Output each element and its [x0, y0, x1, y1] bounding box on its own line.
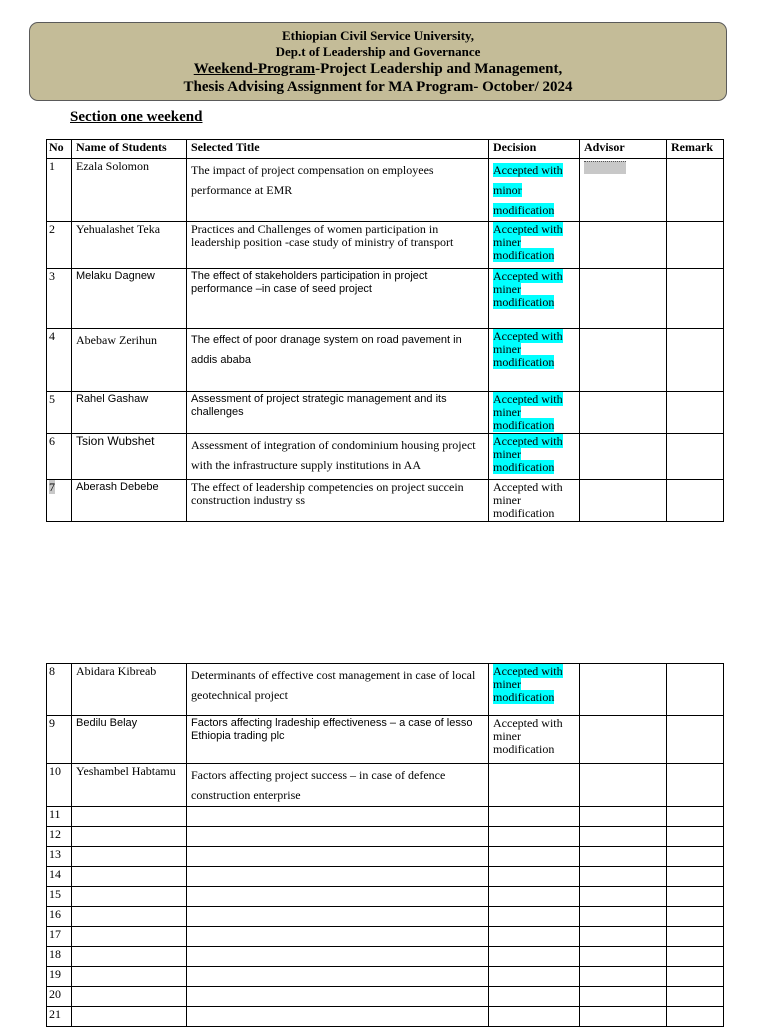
row-number: 6 — [47, 434, 72, 480]
row-number-text: 7 — [49, 480, 55, 494]
row-number: 4 — [47, 329, 72, 392]
decision-text: Accepted with miner modification — [493, 269, 563, 309]
row-number: 18 — [47, 947, 72, 967]
thesis-title — [187, 887, 489, 907]
table-row — [47, 716, 724, 764]
row-number: 5 — [47, 392, 72, 434]
decision-cell — [489, 967, 580, 987]
thesis-title — [187, 867, 489, 887]
table-row — [47, 222, 724, 269]
student-name: Bedilu Belay — [72, 716, 187, 764]
column-header-no: No — [47, 140, 72, 159]
row-number: 2 — [47, 222, 72, 269]
thesis-title — [187, 907, 489, 927]
remark-cell — [667, 159, 724, 222]
thesis-title — [187, 987, 489, 1007]
remark-cell — [667, 947, 724, 967]
remark-cell — [667, 716, 724, 764]
thesis-title — [187, 827, 489, 847]
table-row — [47, 392, 724, 434]
student-name: Aberash Debebe — [72, 480, 187, 522]
decision-cell — [489, 947, 580, 967]
thesis-title: The effect of poor dranage system on road pavement in addis ababa — [187, 329, 489, 392]
row-number: 1 — [47, 159, 72, 222]
table-header-row — [47, 140, 724, 159]
row-number: 3 — [47, 269, 72, 329]
table-row — [47, 947, 724, 967]
advisor-cell — [580, 887, 667, 907]
table-row — [47, 664, 724, 716]
decision-cell — [489, 927, 580, 947]
thesis-title — [187, 927, 489, 947]
thesis-title: Determinants of effective cost management in case of local geotechnical project — [187, 664, 489, 716]
row-number: 15 — [47, 887, 72, 907]
student-name: Tsion Wubshet — [72, 434, 187, 480]
student-name — [72, 907, 187, 927]
department-name: Dep.t of Leadership and Governance — [275, 44, 481, 59]
remark-cell — [667, 392, 724, 434]
remark-cell — [667, 967, 724, 987]
remark-cell — [667, 927, 724, 947]
row-number — [47, 480, 72, 522]
advisor-cell — [580, 269, 667, 329]
remark-cell — [667, 269, 724, 329]
student-name: Yehualashet Teka — [72, 222, 187, 269]
row-number: 21 — [47, 1007, 72, 1027]
decision-cell — [489, 907, 580, 927]
decision-cell — [489, 664, 580, 716]
table-row — [47, 887, 724, 907]
remark-cell — [667, 907, 724, 927]
remark-cell — [667, 847, 724, 867]
remark-cell — [667, 480, 724, 522]
advisor-cell — [580, 716, 667, 764]
advisor-placeholder — [584, 161, 626, 174]
row-number: 10 — [47, 764, 72, 807]
decision-text: Accepted with miner modification — [493, 434, 563, 474]
decision-cell — [489, 159, 580, 222]
remark-cell — [667, 764, 724, 807]
thesis-title: The effect of stakeholders participation in project performance –in case of seed project — [187, 269, 489, 329]
column-header-title: Selected Title — [187, 140, 489, 159]
decision-cell — [489, 887, 580, 907]
thesis-title — [187, 947, 489, 967]
advisor-cell — [580, 967, 667, 987]
decision-text: Accepted with miner modification — [493, 222, 563, 262]
assignment-table-2 — [46, 663, 724, 1027]
student-name: Ezala Solomon — [72, 159, 187, 222]
row-number: 12 — [47, 827, 72, 847]
advisor-cell — [580, 987, 667, 1007]
table-row — [47, 434, 724, 480]
student-name — [72, 887, 187, 907]
table-row — [47, 927, 724, 947]
remark-cell — [667, 827, 724, 847]
thesis-title: Factors affecting project success – in case of defence construction enterprise — [187, 764, 489, 807]
decision-cell — [489, 764, 580, 807]
row-number: 17 — [47, 927, 72, 947]
student-name — [72, 827, 187, 847]
advisor-cell — [580, 159, 667, 222]
remark-cell — [667, 664, 724, 716]
advisor-cell — [580, 927, 667, 947]
advisor-cell — [580, 434, 667, 480]
advisor-cell — [580, 947, 667, 967]
decision-cell: Accepted with miner modification — [489, 480, 580, 522]
table-row — [47, 159, 724, 222]
remark-cell — [667, 329, 724, 392]
decision-cell: Accepted with miner modification — [489, 716, 580, 764]
table-row — [47, 907, 724, 927]
student-name: Abidara Kibreab — [72, 664, 187, 716]
table-row — [47, 867, 724, 887]
advisor-cell — [580, 764, 667, 807]
thesis-title: The impact of project compensation on employees performance at EMR — [187, 159, 489, 222]
student-name: Yeshambel Habtamu — [72, 764, 187, 807]
student-name — [72, 927, 187, 947]
table-row — [47, 807, 724, 827]
advisor-cell — [580, 807, 667, 827]
decision-cell — [489, 392, 580, 434]
university-name: Ethiopian Civil Service University, — [281, 28, 475, 43]
document-header — [29, 22, 727, 101]
decision-cell — [489, 847, 580, 867]
thesis-title — [187, 807, 489, 827]
column-header-decision: Decision — [489, 140, 580, 159]
student-name — [72, 847, 187, 867]
program-title-underlined: Weekend-Program — [193, 61, 316, 77]
remark-cell — [667, 887, 724, 907]
advisor-cell — [580, 222, 667, 269]
column-header-remark: Remark — [667, 140, 724, 159]
student-name — [72, 947, 187, 967]
column-header-name: Name of Students — [72, 140, 187, 159]
row-number: 8 — [47, 664, 72, 716]
decision-cell — [489, 434, 580, 480]
advisor-cell — [580, 847, 667, 867]
row-number: 19 — [47, 967, 72, 987]
decision-cell — [489, 867, 580, 887]
thesis-title: Factors affecting lradeship effectiveness – a case of lesso Ethiopia trading plc — [187, 716, 489, 764]
thesis-title — [187, 967, 489, 987]
table-row — [47, 269, 724, 329]
advisor-cell — [580, 480, 667, 522]
remark-cell — [667, 807, 724, 827]
section-title: Section one weekend — [70, 109, 203, 125]
decision-cell — [489, 329, 580, 392]
advisor-cell — [580, 329, 667, 392]
advisor-cell — [580, 392, 667, 434]
row-number: 14 — [47, 867, 72, 887]
decision-cell — [489, 222, 580, 269]
row-number: 9 — [47, 716, 72, 764]
student-name: Melaku Dagnew — [72, 269, 187, 329]
remark-cell — [667, 987, 724, 1007]
table-row — [47, 987, 724, 1007]
program-title — [30, 60, 726, 78]
thesis-title: Assessment of integration of condominium housing project with the infrastructure supply institutions in AA — [187, 434, 489, 480]
student-name: Abebaw Zerihun — [72, 329, 187, 392]
decision-text: Accepted with miner modification — [493, 329, 563, 369]
decision-cell — [489, 807, 580, 827]
advisor-cell — [580, 907, 667, 927]
row-number: 13 — [47, 847, 72, 867]
advisor-cell — [580, 664, 667, 716]
thesis-title: The effect of leadership competencies on project succein construction industry ss — [187, 480, 489, 522]
table-row — [47, 967, 724, 987]
student-name — [72, 987, 187, 1007]
row-number: 20 — [47, 987, 72, 1007]
decision-cell — [489, 827, 580, 847]
row-number: 16 — [47, 907, 72, 927]
assignment-table-1 — [46, 139, 724, 522]
remark-cell — [667, 434, 724, 480]
thesis-title — [187, 847, 489, 867]
advisor-cell — [580, 867, 667, 887]
program-title-rest: -Project Leadership and Management, — [315, 61, 563, 77]
decision-cell — [489, 269, 580, 329]
advisor-cell — [580, 827, 667, 847]
remark-cell — [667, 867, 724, 887]
table-row — [47, 827, 724, 847]
table-row — [47, 847, 724, 867]
student-name — [72, 967, 187, 987]
table-row — [47, 329, 724, 392]
assignment-title: Thesis Advising Assignment for MA Program- October/ 2024 — [183, 79, 573, 95]
thesis-title: Practices and Challenges of women participation in leadership position -case study of ministry of transport — [187, 222, 489, 269]
student-name — [72, 807, 187, 827]
remark-cell — [667, 222, 724, 269]
table-row — [47, 764, 724, 807]
decision-text: Accepted with miner modification — [493, 664, 563, 704]
student-name: Rahel Gashaw — [72, 392, 187, 434]
decision-text: Accepted with minor modification — [493, 163, 563, 217]
decision-cell — [489, 987, 580, 1007]
decision-text: Accepted with miner modification — [493, 392, 563, 432]
row-number: 11 — [47, 807, 72, 827]
student-name — [72, 867, 187, 887]
column-header-advisor: Advisor — [580, 140, 667, 159]
table-row — [47, 480, 724, 522]
thesis-title: Assessment of project strategic management and its challenges — [187, 392, 489, 434]
